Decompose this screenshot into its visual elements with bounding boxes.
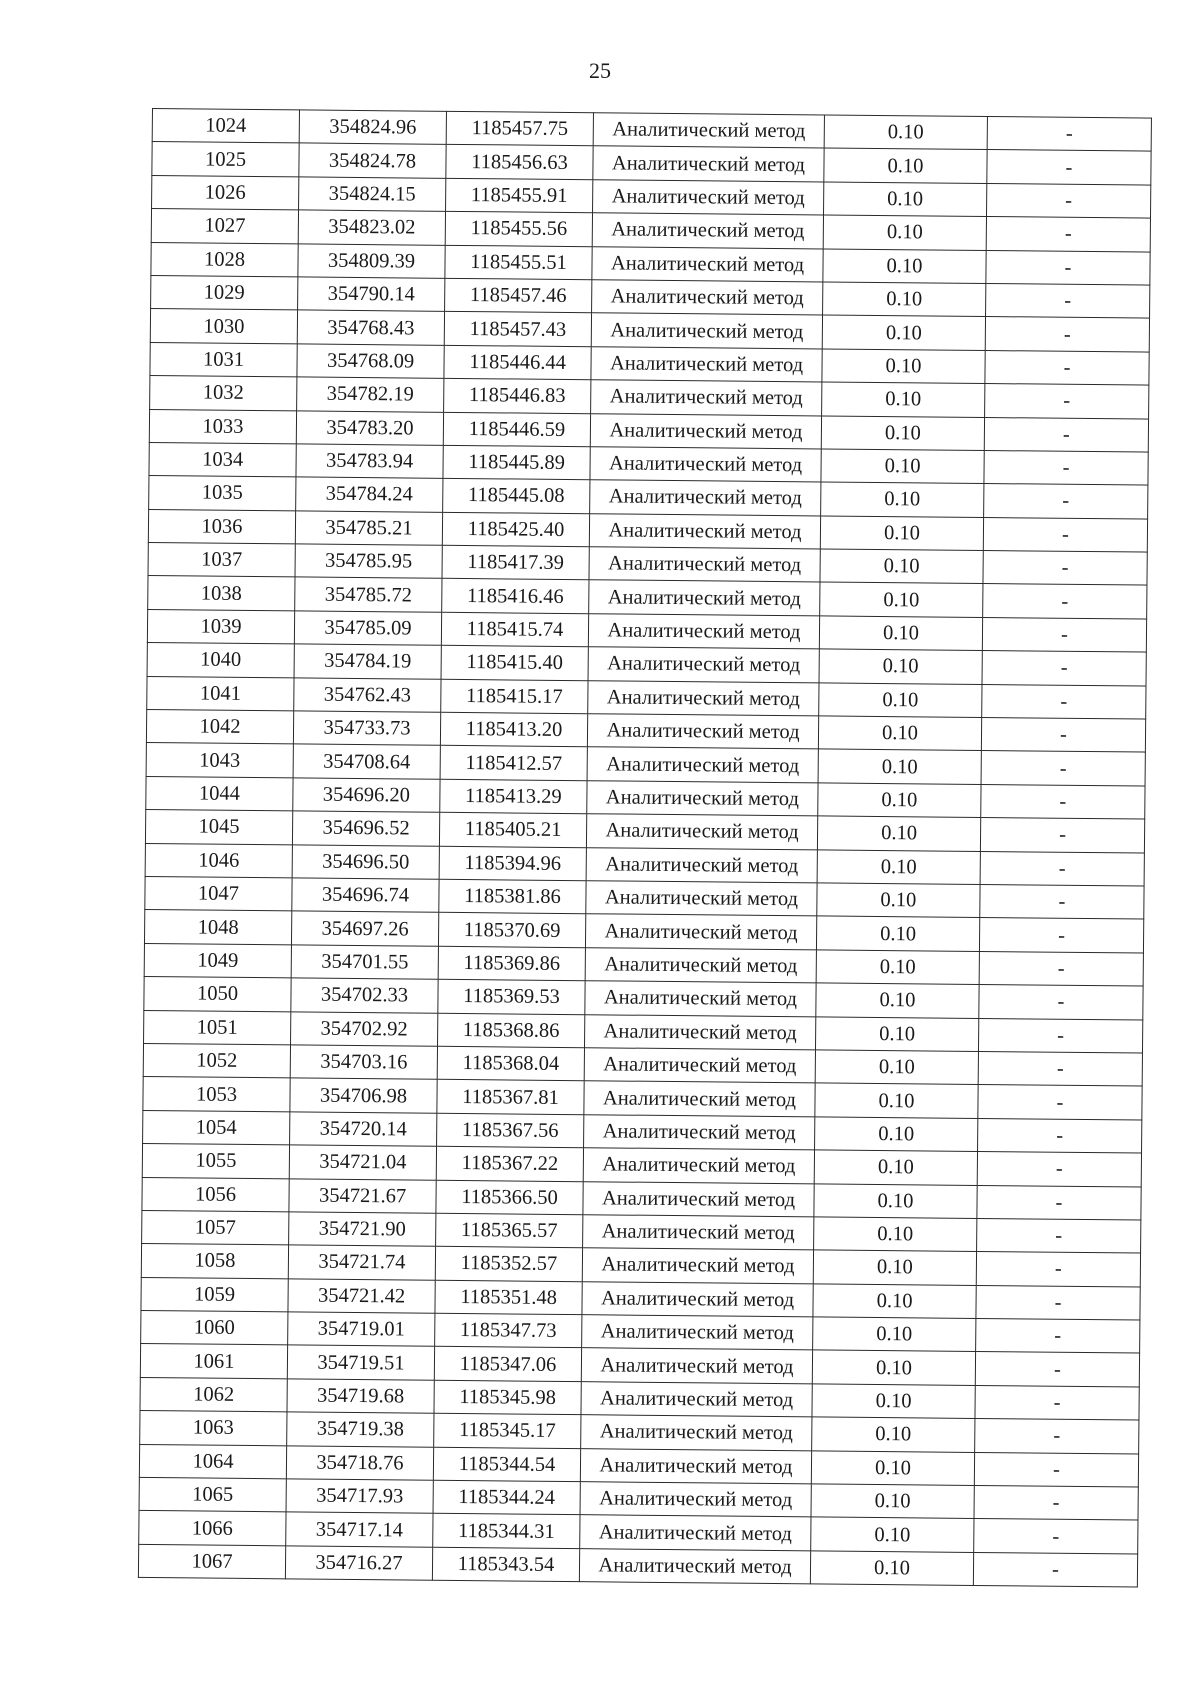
description-cell: - (974, 1452, 1138, 1487)
coordinate-x-cell: 354809.39 (298, 243, 445, 278)
coordinate-x-cell: 354783.20 (296, 410, 443, 445)
description-cell: - (984, 450, 1148, 485)
precision-cell: 0.10 (819, 616, 982, 651)
coordinate-x-cell: 354790.14 (298, 277, 445, 312)
coordinate-y-cell: 1185370.69 (438, 913, 585, 948)
coordinate-x-cell: 354702.92 (291, 1011, 438, 1046)
precision-cell: 0.10 (811, 1484, 974, 1519)
method-cell: Аналитический метод (587, 781, 818, 817)
coordinate-y-cell: 1185415.40 (441, 646, 588, 681)
coordinate-x-cell: 354824.78 (299, 143, 446, 178)
method-cell: Аналитический метод (583, 1148, 814, 1184)
coordinate-x-cell: 354785.72 (295, 577, 442, 612)
precision-cell: 0.10 (815, 1050, 978, 1085)
precision-cell: 0.10 (821, 415, 984, 450)
description-cell: - (979, 985, 1143, 1020)
precision-cell: 0.10 (817, 883, 980, 918)
coordinate-x-cell: 354783.94 (296, 444, 443, 479)
method-cell: Аналитический метод (583, 1215, 814, 1251)
point-number-cell: 1065 (139, 1477, 286, 1512)
method-cell: Аналитический метод (589, 547, 820, 583)
description-cell: - (985, 384, 1149, 419)
coordinate-x-cell: 354696.50 (292, 844, 439, 879)
method-cell: Аналитический метод (590, 447, 821, 483)
point-number-cell: 1064 (139, 1444, 286, 1479)
point-number-cell: 1059 (141, 1277, 288, 1312)
method-cell: Аналитический метод (587, 714, 818, 750)
precision-cell: 0.10 (816, 983, 979, 1018)
coordinate-x-cell: 354768.43 (297, 310, 444, 345)
coordinate-y-cell: 1185415.74 (441, 612, 588, 647)
method-cell: Аналитический метод (591, 380, 822, 416)
method-cell: Аналитический метод (584, 1048, 815, 1084)
method-cell: Аналитический метод (590, 480, 821, 516)
coordinate-x-cell: 354785.21 (295, 511, 442, 546)
coordinate-y-cell: 1185344.24 (433, 1480, 580, 1515)
precision-cell: 0.10 (812, 1350, 975, 1385)
precision-cell: 0.10 (814, 1217, 977, 1252)
method-cell: Аналитический метод (586, 847, 817, 883)
coordinate-x-cell: 354784.19 (294, 644, 441, 679)
description-cell: - (975, 1352, 1139, 1387)
coordinate-x-cell: 354784.24 (296, 477, 443, 512)
coordinate-y-cell: 1185446.59 (443, 412, 590, 447)
precision-cell: 0.10 (824, 115, 987, 150)
point-number-cell: 1058 (141, 1244, 288, 1279)
point-number-cell: 1054 (143, 1110, 290, 1145)
description-cell: - (987, 150, 1151, 185)
description-cell: - (974, 1519, 1138, 1554)
method-cell: Аналитический метод (592, 280, 823, 316)
description-cell: - (976, 1252, 1140, 1287)
precision-cell: 0.10 (823, 249, 986, 284)
coordinate-x-cell: 354718.76 (286, 1445, 433, 1480)
coordinate-x-cell: 354719.68 (287, 1379, 434, 1414)
coordinates-table (138, 108, 1152, 1588)
coordinate-x-cell: 354701.55 (291, 945, 438, 980)
method-cell: Аналитический метод (584, 1081, 815, 1117)
coordinate-y-cell: 1185367.81 (437, 1080, 584, 1115)
precision-cell: 0.10 (824, 182, 987, 217)
description-cell: - (982, 651, 1146, 686)
point-number-cell: 1052 (143, 1043, 290, 1078)
description-cell: - (984, 484, 1148, 519)
point-number-cell: 1032 (150, 376, 297, 411)
precision-cell: 0.10 (814, 1150, 977, 1185)
description-cell: - (978, 1051, 1142, 1086)
method-cell: Аналитический метод (582, 1248, 813, 1284)
method-cell: Аналитический метод (588, 647, 819, 683)
point-number-cell: 1056 (142, 1177, 289, 1212)
method-cell: Аналитический метод (593, 113, 824, 149)
description-cell: - (978, 1118, 1142, 1153)
point-number-cell: 1029 (151, 275, 298, 310)
point-number-cell: 1031 (150, 342, 297, 377)
point-number-cell: 1041 (147, 676, 294, 711)
coordinate-y-cell: 1185345.17 (434, 1414, 581, 1449)
coordinate-y-cell: 1185417.39 (442, 545, 589, 580)
precision-cell: 0.10 (817, 850, 980, 885)
precision-cell: 0.10 (820, 582, 983, 617)
precision-cell: 0.10 (811, 1517, 974, 1552)
precision-cell: 0.10 (822, 315, 985, 350)
coordinate-x-cell: 354721.67 (289, 1178, 436, 1213)
precision-cell: 0.10 (812, 1384, 975, 1419)
description-cell: - (977, 1218, 1141, 1253)
coordinate-y-cell: 1185347.73 (435, 1313, 582, 1348)
point-number-cell: 1024 (152, 109, 299, 144)
coordinate-x-cell: 354721.42 (288, 1279, 435, 1314)
precision-cell: 0.10 (815, 1083, 978, 1118)
page-number: 25 (589, 58, 611, 83)
point-number-cell: 1040 (147, 643, 294, 678)
coordinate-x-cell: 354702.33 (291, 978, 438, 1013)
description-cell: - (974, 1485, 1138, 1520)
coordinate-x-cell: 354785.95 (295, 544, 442, 579)
coordinate-y-cell: 1185415.17 (441, 679, 588, 714)
method-cell: Аналитический метод (582, 1281, 813, 1317)
description-cell: - (978, 1018, 1142, 1053)
coordinate-x-cell: 354721.90 (289, 1212, 436, 1247)
coordinate-y-cell: 1185369.53 (438, 979, 585, 1014)
coordinate-x-cell: 354696.52 (292, 811, 439, 846)
point-number-cell: 1045 (145, 810, 292, 845)
coordinate-y-cell: 1185381.86 (439, 879, 586, 914)
point-number-cell: 1026 (152, 175, 299, 210)
method-cell: Аналитический метод (580, 1482, 811, 1518)
point-number-cell: 1034 (149, 442, 296, 477)
point-number-cell: 1036 (148, 509, 295, 544)
coordinate-y-cell: 1185455.91 (446, 178, 593, 213)
description-cell: - (980, 818, 1144, 853)
precision-cell: 0.10 (812, 1417, 975, 1452)
point-number-cell: 1042 (146, 710, 293, 745)
method-cell: Аналитический метод (582, 1315, 813, 1351)
point-number-cell: 1038 (148, 576, 295, 611)
coordinate-y-cell: 1185455.51 (445, 245, 592, 280)
coordinate-y-cell: 1185394.96 (439, 846, 586, 881)
point-number-cell: 1033 (149, 409, 296, 444)
coordinate-x-cell: 354733.73 (293, 711, 440, 746)
point-number-cell: 1035 (149, 476, 296, 511)
coordinate-x-cell: 354824.15 (299, 177, 446, 212)
description-cell: - (986, 250, 1150, 285)
coordinate-x-cell: 354762.43 (294, 678, 441, 713)
description-cell: - (976, 1319, 1140, 1354)
method-cell: Аналитический метод (593, 146, 824, 182)
coordinate-y-cell: 1185347.06 (434, 1347, 581, 1382)
coordinate-y-cell: 1185445.89 (443, 445, 590, 480)
point-number-cell: 1049 (144, 943, 291, 978)
method-cell: Аналитический метод (585, 947, 816, 983)
description-cell: - (973, 1552, 1137, 1587)
point-number-cell: 1055 (142, 1144, 289, 1179)
precision-cell: 0.10 (810, 1551, 973, 1586)
description-cell: - (985, 350, 1149, 385)
method-cell: Аналитический метод (588, 614, 819, 650)
precision-cell: 0.10 (821, 449, 984, 484)
point-number-cell: 1057 (142, 1210, 289, 1245)
method-cell: Аналитический метод (579, 1548, 810, 1584)
point-number-cell: 1061 (140, 1344, 287, 1379)
point-number-cell: 1025 (152, 142, 299, 177)
method-cell: Аналитический метод (580, 1448, 811, 1484)
coordinate-x-cell: 354716.27 (285, 1546, 432, 1581)
coordinate-y-cell: 1185368.04 (437, 1046, 584, 1081)
coordinate-x-cell: 354719.51 (287, 1345, 434, 1380)
method-cell: Аналитический метод (590, 413, 821, 449)
description-cell: - (986, 183, 1150, 218)
point-number-cell: 1063 (140, 1411, 287, 1446)
precision-cell: 0.10 (819, 649, 982, 684)
method-cell: Аналитический метод (592, 213, 823, 249)
point-number-cell: 1051 (144, 1010, 291, 1045)
method-cell: Аналитический метод (586, 814, 817, 850)
method-cell: Аналитический метод (589, 580, 820, 616)
coordinate-y-cell: 1185412.57 (440, 746, 587, 781)
precision-cell: 0.10 (816, 916, 979, 951)
point-number-cell: 1043 (146, 743, 293, 778)
coordinate-x-cell: 354720.14 (290, 1112, 437, 1147)
precision-cell: 0.10 (821, 482, 984, 517)
coordinate-x-cell: 354703.16 (290, 1045, 437, 1080)
description-cell: - (978, 1085, 1142, 1120)
coordinate-y-cell: 1185344.31 (433, 1514, 580, 1549)
precision-cell: 0.10 (824, 148, 987, 183)
coordinate-y-cell: 1185457.43 (444, 312, 591, 347)
coordinate-x-cell: 354824.96 (299, 110, 446, 145)
coordinate-y-cell: 1185405.21 (439, 812, 586, 847)
coordinate-y-cell: 1185369.86 (438, 946, 585, 981)
coordinate-y-cell: 1185367.56 (437, 1113, 584, 1148)
coordinate-x-cell: 354785.09 (294, 611, 441, 646)
coordinate-y-cell: 1185445.08 (443, 479, 590, 514)
description-cell: - (986, 283, 1150, 318)
point-number-cell: 1030 (150, 309, 297, 344)
coordinate-x-cell: 354706.98 (290, 1078, 437, 1113)
coordinate-x-cell: 354719.38 (287, 1412, 434, 1447)
coordinate-x-cell: 354708.64 (293, 744, 440, 779)
precision-cell: 0.10 (820, 516, 983, 551)
coordinate-y-cell: 1185344.54 (433, 1447, 580, 1482)
precision-cell: 0.10 (818, 783, 981, 818)
method-cell: Аналитический метод (591, 346, 822, 382)
description-cell: - (977, 1185, 1141, 1220)
coordinate-x-cell: 354721.74 (288, 1245, 435, 1280)
point-number-cell: 1067 (138, 1544, 285, 1579)
description-cell: - (982, 684, 1146, 719)
precision-cell: 0.10 (819, 683, 982, 718)
point-number-cell: 1027 (151, 209, 298, 244)
method-cell: Аналитический метод (581, 1382, 812, 1418)
description-cell: - (981, 784, 1145, 819)
precision-cell: 0.10 (820, 549, 983, 584)
coordinate-x-cell: 354696.74 (292, 878, 439, 913)
point-number-cell: 1050 (144, 977, 291, 1012)
method-cell: Аналитический метод (592, 246, 823, 282)
method-cell: Аналитический метод (585, 914, 816, 950)
coordinate-x-cell: 354823.02 (298, 210, 445, 245)
method-cell: Аналитический метод (587, 747, 818, 783)
method-cell: Аналитический метод (581, 1415, 812, 1451)
description-cell: - (975, 1385, 1139, 1420)
coordinate-y-cell: 1185352.57 (435, 1247, 582, 1282)
method-cell: Аналитический метод (593, 180, 824, 216)
coordinate-x-cell: 354721.04 (289, 1145, 436, 1180)
point-number-cell: 1053 (143, 1077, 290, 1112)
precision-cell: 0.10 (814, 1183, 977, 1218)
precision-cell: 0.10 (823, 282, 986, 317)
precision-cell: 0.10 (816, 950, 979, 985)
precision-cell: 0.10 (818, 716, 981, 751)
description-cell: - (983, 584, 1147, 619)
point-number-cell: 1039 (147, 609, 294, 644)
coordinate-y-cell: 1185457.75 (446, 111, 593, 146)
precision-cell: 0.10 (813, 1317, 976, 1352)
coordinate-y-cell: 1185457.46 (445, 278, 592, 313)
description-cell: - (975, 1419, 1139, 1454)
coordinate-y-cell: 1185343.54 (432, 1547, 579, 1582)
coordinate-y-cell: 1185446.44 (444, 345, 591, 380)
precision-cell: 0.10 (818, 749, 981, 784)
coordinate-y-cell: 1185416.46 (442, 579, 589, 614)
precision-cell: 0.10 (815, 1117, 978, 1152)
description-cell: - (979, 951, 1143, 986)
precision-cell: 0.10 (813, 1284, 976, 1319)
point-number-cell: 1037 (148, 543, 295, 578)
coordinate-x-cell: 354697.26 (291, 911, 438, 946)
coordinate-x-cell: 354717.14 (286, 1512, 433, 1547)
description-cell: - (986, 217, 1150, 252)
coordinate-y-cell: 1185368.86 (438, 1013, 585, 1048)
description-cell: - (985, 317, 1149, 352)
coordinate-y-cell: 1185456.63 (446, 145, 593, 180)
point-number-cell: 1060 (141, 1311, 288, 1346)
description-cell: - (979, 918, 1143, 953)
point-number-cell: 1062 (140, 1377, 287, 1412)
precision-cell: 0.10 (823, 215, 986, 250)
coordinate-y-cell: 1185455.56 (445, 211, 592, 246)
coordinate-y-cell: 1185413.20 (440, 712, 587, 747)
point-number-cell: 1048 (144, 910, 291, 945)
coordinates-table-body (138, 109, 1151, 1588)
coordinate-y-cell: 1185351.48 (435, 1280, 582, 1315)
method-cell: Аналитический метод (581, 1348, 812, 1384)
coordinate-x-cell: 354719.01 (288, 1312, 435, 1347)
description-cell: - (980, 851, 1144, 886)
coordinate-y-cell: 1185425.40 (442, 512, 589, 547)
coordinate-y-cell: 1185413.29 (440, 779, 587, 814)
coordinate-x-cell: 354717.93 (286, 1479, 433, 1514)
method-cell: Аналитический метод (591, 313, 822, 349)
point-number-cell: 1047 (145, 876, 292, 911)
description-cell: - (982, 617, 1146, 652)
coordinate-x-cell: 354696.20 (293, 778, 440, 813)
precision-cell: 0.10 (813, 1250, 976, 1285)
coordinate-y-cell: 1185345.98 (434, 1380, 581, 1415)
precision-cell: 0.10 (822, 349, 985, 384)
description-cell: - (981, 718, 1145, 753)
coordinate-y-cell: 1185366.50 (436, 1180, 583, 1215)
description-cell: - (980, 884, 1144, 919)
point-number-cell: 1044 (146, 776, 293, 811)
precision-cell: 0.10 (822, 382, 985, 417)
description-cell: - (983, 551, 1147, 586)
point-number-cell: 1028 (151, 242, 298, 277)
method-cell: Аналитический метод (588, 680, 819, 716)
description-cell: - (984, 417, 1148, 452)
method-cell: Аналитический метод (580, 1515, 811, 1551)
method-cell: Аналитический метод (583, 1181, 814, 1217)
method-cell: Аналитический метод (586, 881, 817, 917)
method-cell: Аналитический метод (585, 981, 816, 1017)
coordinate-y-cell: 1185446.83 (444, 378, 591, 413)
coordinate-y-cell: 1185367.22 (436, 1146, 583, 1181)
coordinate-y-cell: 1185365.57 (436, 1213, 583, 1248)
description-cell: - (981, 751, 1145, 786)
point-number-cell: 1066 (139, 1511, 286, 1546)
description-cell: - (987, 117, 1151, 152)
precision-cell: 0.10 (811, 1451, 974, 1486)
method-cell: Аналитический метод (585, 1014, 816, 1050)
point-number-cell: 1046 (145, 843, 292, 878)
coordinate-x-cell: 354768.09 (297, 344, 444, 379)
coordinate-x-cell: 354782.19 (297, 377, 444, 412)
precision-cell: 0.10 (815, 1016, 978, 1051)
description-cell: - (983, 517, 1147, 552)
description-cell: - (977, 1152, 1141, 1187)
description-cell: - (976, 1285, 1140, 1320)
precision-cell: 0.10 (817, 816, 980, 851)
method-cell: Аналитический метод (589, 513, 820, 549)
method-cell: Аналитический метод (584, 1114, 815, 1150)
